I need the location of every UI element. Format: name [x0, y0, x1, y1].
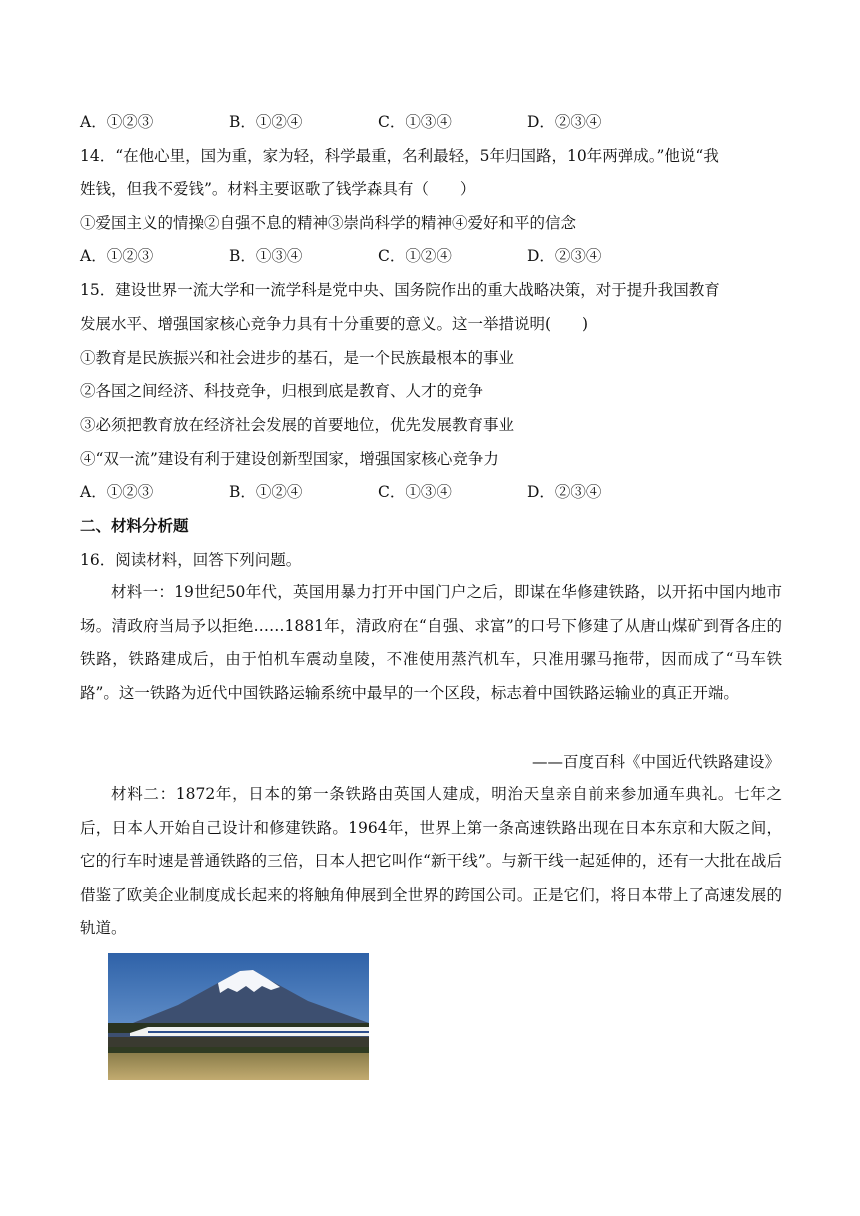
section-title: 二、材料分析题: [80, 517, 189, 535]
q15-item-2: ②各国之间经济、科技竞争，归根到底是教育、人才的竞争: [80, 382, 484, 400]
q14-stem-line1: 14．“在他心里，国为重，家为轻，科学最重，名利最轻，5年归国路，10年两弹成。”他说“我: [80, 147, 719, 165]
q16-material-1-source: ——百度百科《中国近代铁路建设》: [531, 753, 780, 771]
track-embankment: [108, 1037, 369, 1047]
field: [108, 1053, 369, 1080]
q13-option-d[interactable]: D．②③④: [527, 113, 602, 131]
q14-option-c[interactable]: C．①②④: [378, 247, 452, 265]
q13-option-c[interactable]: C．①③④: [378, 113, 452, 131]
photo-svg: [108, 953, 369, 1080]
q14-stem-line2: 姓钱，但我不爱钱”。材料主要讴歌了钱学森具有（ ）: [80, 180, 476, 198]
shinkansen-fuji-photo: [108, 953, 369, 1080]
q14-option-a[interactable]: A．①②③: [80, 247, 154, 265]
q13-option-a[interactable]: A．①②③: [80, 113, 154, 131]
q15-option-b[interactable]: B．①②④: [229, 483, 303, 501]
q16-material-2: 材料二：1872年，日本的第一条铁路由英国人建成，明治天皇亲自前来参加通车典礼。七年之后，日本人开始自己设计和修建铁路。1964年，世界上第一条高速铁路出现在日本东京和大阪之间，它的行车时速是普通铁路的三倍，日本人把它叫作“新干线”。与新干线一起延伸的，还有一大批在战后借鉴了欧美企业制度成长起来的将触角伸展到全世界的跨国公司。正是它们，将日本带上了高速发展的轨道。: [80, 785, 782, 937]
train-stripe: [148, 1031, 369, 1033]
q16-stem: 16．阅读材料，回答下列问题。: [80, 551, 302, 569]
q15-stem-line1: 15．建设世界一流大学和一流学科是党中央、国务院作出的重大战略决策，对于提升我国教育: [80, 281, 720, 299]
q16-material-1: 材料一：19世纪50年代，英国用暴力打开中国门户之后，即谋在华修建铁路，以开拓中国内地市场。清政府当局予以拒绝……1881年，清政府在“自强、求富”的口号下修建了从唐山煤矿到胥各庄的铁路，铁路建成后，由于怕机车震动皇陵，不准使用蒸汽机车，只准用骡马拖带，因而成了“马车铁路”。这一铁路为近代中国铁路运输系统中最早的一个区段，标志着中国铁路运输业的真正开端。: [80, 583, 782, 702]
q15-option-c[interactable]: C．①③④: [378, 483, 452, 501]
q14-option-d[interactable]: D．②③④: [527, 247, 602, 265]
q14-choices: ①爱国主义的情操②自强不息的精神③崇尚科学的精神④爱好和平的信念: [80, 214, 577, 232]
q14-option-b[interactable]: B．①③④: [229, 247, 303, 265]
q15-option-d[interactable]: D．②③④: [527, 483, 602, 501]
q15-item-3: ③必须把教育放在经济社会发展的首要地位，优先发展教育事业: [80, 416, 515, 434]
q15-item-4: ④“双一流”建设有利于建设创新型国家，增强国家核心竞争力: [80, 450, 499, 468]
q15-item-1: ①教育是民族振兴和社会进步的基石，是一个民族最根本的事业: [80, 349, 515, 367]
q15-stem-line2: 发展水平、增强国家核心竞争力具有十分重要的意义。这一举措说明( ): [80, 315, 589, 333]
ground: [108, 1047, 369, 1053]
q13-option-b[interactable]: B．①②④: [229, 113, 303, 131]
q15-option-a[interactable]: A．①②③: [80, 483, 154, 501]
